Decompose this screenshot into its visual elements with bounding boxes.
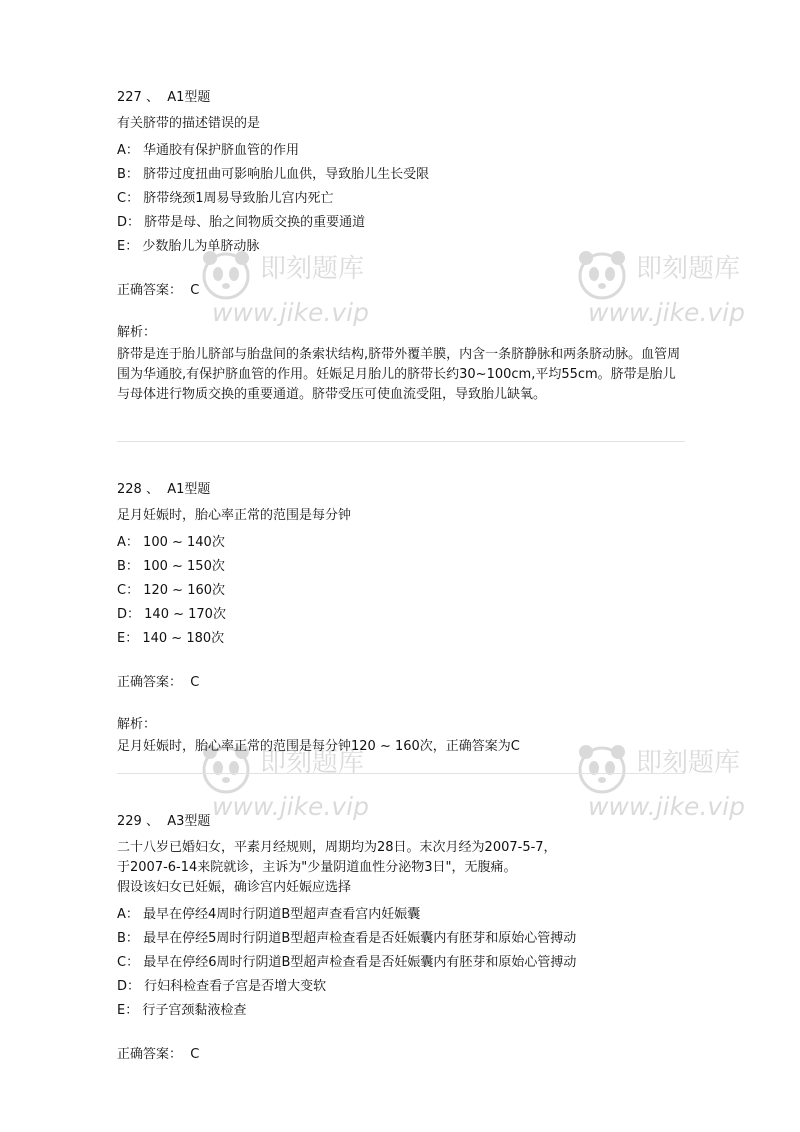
watermark-url: www.jike.vip (212, 792, 369, 821)
watermark-brand: 即刻题库 (260, 254, 365, 284)
option-e (117, 627, 685, 651)
watermark-url: www.jike.vip (588, 792, 745, 821)
analysis-text: 足月妊娠时，胎心率正常的范围是每分钟120 ~ 160次，正确答案为C (117, 739, 520, 754)
question-type: A3型题 (167, 814, 211, 829)
stem-line: 二十八岁已婚妇女，平素月经规则，周期均为28日。末次月经为2007-5-7， (117, 840, 557, 855)
question-229 (117, 812, 685, 1065)
option-b (117, 927, 685, 951)
stem-line: 于2007-6-14来院就诊，主诉为"少量阴道血性分泌物3日"，无腹痛。 (117, 860, 517, 875)
answer-label: 正确答案： (117, 1047, 183, 1062)
answer-value: C (190, 283, 200, 298)
option-b (117, 163, 685, 187)
answer-label: 正确答案： (117, 283, 183, 298)
option-c (117, 187, 685, 211)
option-e (117, 235, 685, 259)
watermark-brand: 即刻题库 (636, 254, 741, 284)
correct-answer (117, 1045, 685, 1065)
analysis-label: 解析： (117, 717, 157, 732)
question-stem: 有关脐带的描述错误的是 (117, 116, 261, 131)
option-a (117, 903, 685, 927)
question-type: A1型题 (167, 482, 211, 497)
option-label: D： (117, 215, 141, 230)
option-text: 华通胶有保护脐血管的作用 (143, 143, 300, 158)
option-b (117, 555, 685, 579)
question-228 (117, 480, 685, 757)
question-header (117, 88, 685, 108)
option-label: B： (117, 167, 139, 182)
option-text: 行妇科检查看子宫是否增大变软 (144, 979, 327, 994)
option-text: 脐带绕颈1周易导致胎儿宫内死亡 (143, 191, 334, 206)
option-text: 100 ~ 150次 (143, 559, 225, 574)
option-label: E： (117, 1003, 139, 1018)
answer-value: C (190, 1047, 200, 1062)
correct-answer (117, 673, 685, 693)
option-label: C： (117, 583, 140, 598)
option-text: 最早在停经6周时行阴道B型超声检查看是否妊娠囊内有胚芽和原始心管搏动 (143, 955, 577, 970)
answer-label: 正确答案： (117, 675, 183, 690)
option-text: 100 ~ 140次 (143, 535, 225, 550)
option-label: D： (117, 607, 141, 622)
question-divider (117, 773, 685, 774)
stem-line: 假设该妇女已妊娠，确诊宫内妊娠应选择 (117, 880, 352, 895)
option-label: C： (117, 955, 140, 970)
option-label: A： (117, 143, 139, 158)
option-text: 140 ~ 170次 (144, 607, 226, 622)
watermark-brand: 即刻题库 (260, 748, 365, 778)
option-c (117, 579, 685, 603)
question-number: 229 、 (117, 814, 159, 829)
watermark-url: www.jike.vip (212, 298, 369, 327)
question-stem: 足月妊娠时，胎心率正常的范围是每分钟 (117, 508, 352, 523)
question-number: 227 、 (117, 90, 159, 105)
option-text: 少数胎儿为单脐动脉 (142, 239, 260, 254)
correct-answer (117, 281, 685, 301)
option-e (117, 999, 685, 1023)
option-text: 最早在停经5周时行阴道B型超声检查看是否妊娠囊内有胚芽和原始心管搏动 (143, 931, 577, 946)
option-label: A： (117, 907, 139, 922)
option-text: 脐带过度扭曲可影响胎儿血供，导致胎儿生长受限 (143, 167, 430, 182)
question-number: 228 、 (117, 482, 159, 497)
option-text: 脐带是母、胎之间物质交换的重要通道 (144, 215, 366, 230)
option-label: C： (117, 191, 140, 206)
option-c (117, 951, 685, 975)
option-label: A： (117, 535, 139, 550)
option-label: E： (117, 631, 139, 646)
question-227 (117, 88, 685, 405)
option-label: E： (117, 239, 139, 254)
option-d (117, 211, 685, 235)
option-label: B： (117, 559, 139, 574)
analysis-label: 解析： (117, 325, 157, 340)
option-d (117, 603, 685, 627)
question-header (117, 812, 685, 832)
answer-value: C (190, 675, 200, 690)
option-label: B： (117, 931, 139, 946)
watermark-url: www.jike.vip (588, 298, 745, 327)
question-divider (117, 441, 685, 442)
question-stem (117, 838, 685, 898)
question-type: A1型题 (167, 90, 211, 105)
option-label: D： (117, 979, 141, 994)
option-d (117, 975, 685, 999)
option-text: 最早在停经4周时行阴道B型超声查看宫内妊娠囊 (143, 907, 421, 922)
analysis-text: 脐带是连于胎儿脐部与胎盘间的条索状结构,脐带外覆羊膜，内含一条脐静脉和两条脐动脉。血管周围为华通胶,有保护脐血管的作用。妊娠足月胎儿的脐带长约30~100cm,平均55cm。脐带是胎儿与母体进行物质交换的重要通道。脐带受压可使血流受阻，导致胎儿缺氧。 (117, 347, 681, 402)
option-a (117, 139, 685, 163)
watermark-brand: 即刻题库 (636, 748, 741, 778)
question-header (117, 480, 685, 500)
option-a (117, 531, 685, 555)
option-text: 140 ~ 180次 (142, 631, 225, 646)
option-text: 行子宫颈黏液检查 (142, 1003, 247, 1018)
option-text: 120 ~ 160次 (143, 583, 226, 598)
